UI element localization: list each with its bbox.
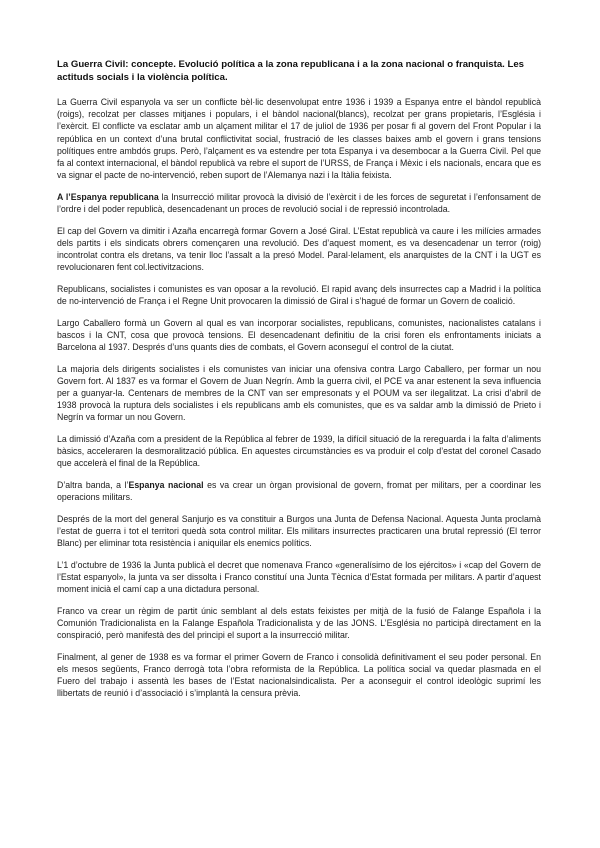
document-title: La Guerra Civil: concepte. Evolució política a la zona republicana i a la zona nacional o franquista. Les actituds socials i la violència política.	[57, 59, 525, 83]
document-page	[57, 58, 541, 709]
nacional-text: es va crear un òrgan provisional de govern, fromat per militars, per a coordinar les operacions militars.	[57, 480, 541, 503]
republicana-text: la Insurrecció militar provocà la divisió de l’exèrcit i de les forces de seguretat i l’enfonsament de l’ordre i del poder republicà, desencadenant un proces de revolució social i de repressió incontrolada.	[57, 191, 541, 215]
paragraph-oposicio: Republicans, socialistes i comunistes es van oposar a la revolució. El rapid avanç dels insurrectes cap a Madrid i la política de no-intervenció de França i el Regne Unit provocaren la dimissió de Giral i s’hagué de formar un Govern de coalició.	[57, 283, 541, 307]
paragraph-azana: La dimissió d’Azaña com a president de la República al febrer de 1939, la difícil situació de la rereguarda i la falta d’aliments bàsics, acceleraren la desmoralització pública. En aquestes circumstàncies es va produir el colp d’estat del coronel Casado que accelerà el final de la República.	[57, 434, 541, 469]
paragraph-negrin: La majoria dels dirigents socialistes i els comunistes van iniciar una ofensiva contra Largo Caballero, per formar un nou Govern fort. Al 1837 es va formar el Govern de Juan Negrín. Amb la guerra civil, el PCE va anar estenent la seva influencia per a guanyar-la. Centenars de membres de la CNT van ser empresonats y el POUM va ser ilegalitzat. La crisi d’abril de 1938 provocà la ruptura dels socialistes i els republicans amb els comunistes, que es va saldar amb la dimissió de Prieto i Negrín va formar un nou Govern.	[57, 363, 541, 423]
paragraph-partit-unic: Franco va crear un règim de partit únic semblant al dels estats feixistes per mitjà de la fusió de Falange Española i la Comunión Tradicionalista en la Falange Española Tradicionalista y de las JONS. L’Església no participà directament en la conspiració, però manifestà des del principi el suport a la insurrecció militar.	[57, 605, 541, 641]
nacional-prefix: D’altra banda, a l’	[57, 480, 129, 491]
nacional-label: Espanya nacional	[128, 480, 204, 491]
paragraph-giral: El cap del Govern va dimitir i Azaña encarregà formar Govern a José Giral. L’Estat republicà va caure i les milícies armades dels partits i els sindicats obrers començaren una revolució. Des d’aquest moment, es va desencadenar un terror (roig) incontrolat contra els dretans, va tenir lloc l’assalt a la presó Model. Paral·lelament, els anarquistes de la CNT i la UGT es revolucionaren fent col.lectivitzacions.	[57, 225, 541, 273]
paragraph-nacional	[57, 479, 541, 503]
republicana-label: A l’Espanya republicana	[57, 191, 159, 202]
paragraph-octubre: L’1 d’octubre de 1936 la Junta publicà el decret que nomenava Franco «generalísimo de los ejércitos» i «cap del Govern de l’Estat espanyol», la junta va ser dissolta i Franco constituí una Junta Tècnica d’Estat formada per militars. A partir d’aquest moment inicià el camí cap a una dictadura personal.	[57, 559, 541, 595]
paragraph-republicana	[57, 191, 541, 215]
paragraph-sanjurjo: Després de la mort del general Sanjurjo es va constituir a Burgos una Junta de Defensa Nacional. Aquesta Junta proclamà l’estat de guerra i tot el territori quedà sota control militar. Els militars insurrectes practicaren una brutal repressió (El terror Blanc) per eliminar tota resistència i aniquilar els enemics polítics.	[57, 513, 541, 549]
paragraph-intro: La Guerra Civil espanyola va ser un conflicte bèl·lic desenvolupat entre 1936 i 1939 a Espanya entre el bàndol republicà (roigs), recolzat per classes mitjanes i populars, i el bàndol nacional(blancs), recolzat per grans propietaris, l’Església i l’exèrcit. El conflicte va esclatar amb un alçament militar el 17 de juliol de 1936 per posar fi al govern del Front Popular i la república en un context d’una brutal conflictivitat social, frustració de les classes baixes amb el govern i grans tensions polítiques entre ambdós grups. Però, l’alçament es va estendre per tota Espanya i va desembocar a la Guerra Civil. Pel que fa al context internacional, el bàndol republicà va rebre el suport de l’URSS, de França i Mèxic i els nacionals, encara que es va signar el pacte de no-intervenció, reben suport de l’Alemanya nazi i la Itàlia feixista.	[57, 97, 541, 181]
paragraph-largo-caballero: Largo Caballero formà un Govern al qual es van incorporar socialistes, republicans, comunistes, nacionalistes catalans i bascos i la CNT, cosa que provocà tensions. El desencadenant definitiu de la crisi foren els enfrontaments iniciats a Barcelona al 1937. Després d’uns quants dies de combats, el Govern aconseguí el control de la ciutat.	[57, 317, 541, 353]
paragraph-final: Finalment, al gener de 1938 es va formar el primer Govern de Franco i consolidà definitivament el seu poder personal. En els mesos següents, Franco derrogà tota l’obra reformista de la República. La política social va quedar plasmada en el Fuero del trabajo i assentà les bases de l’Estat nacionalsindicalista. Per a aconseguir el control ideològic suprimí les llibertats de reunió i d’associació i s’implantà la censura prèvia.	[57, 651, 541, 699]
